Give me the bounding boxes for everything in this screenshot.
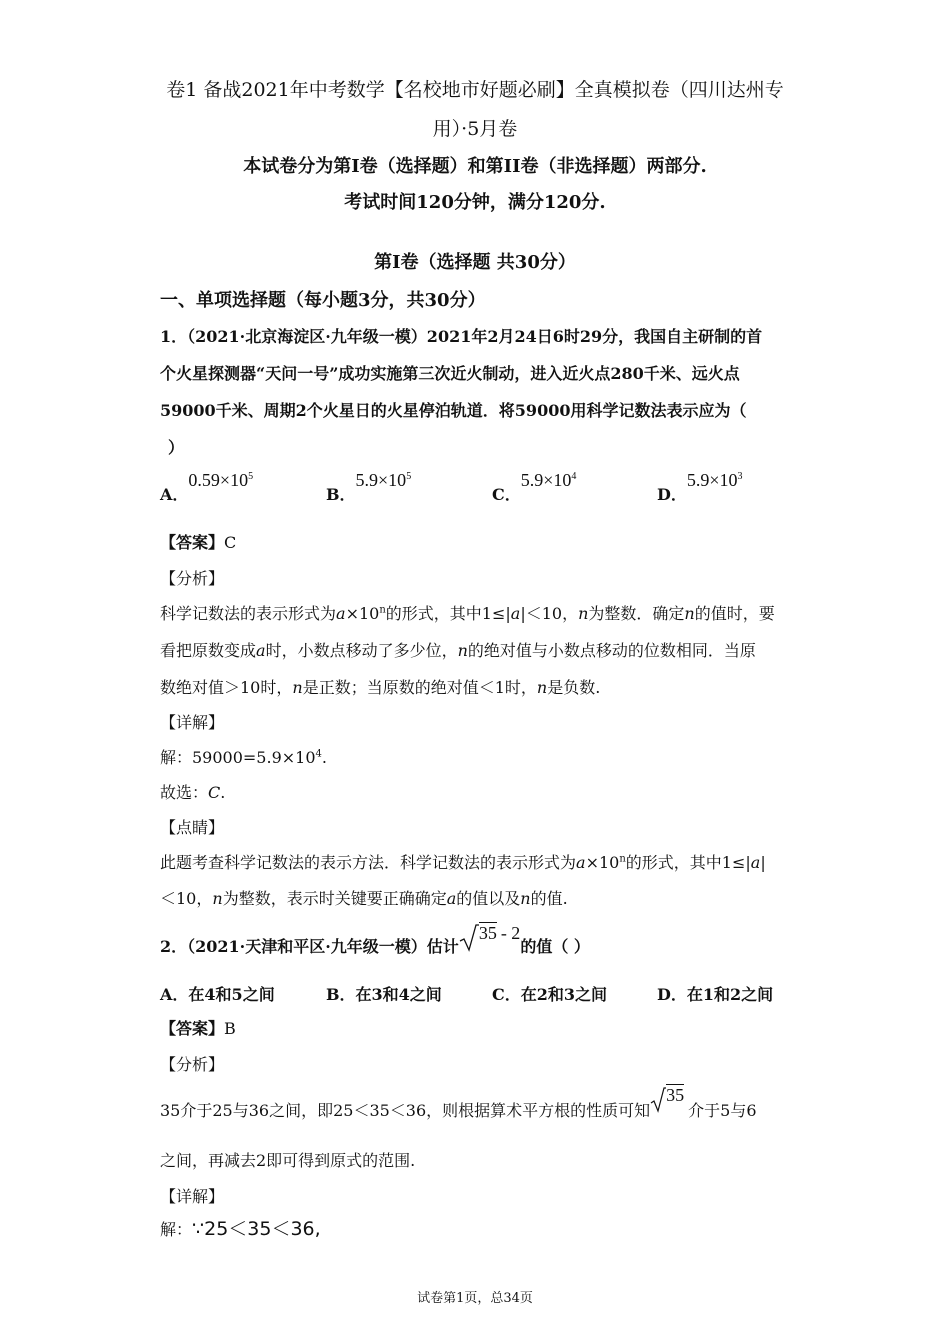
radical-sign-icon	[459, 924, 479, 952]
q1-analysis-line3: 数绝对值＞10时，n是正数；当原数的绝对值＜1时，n是负数.	[160, 678, 601, 697]
doc-title-line2: 用）·5月卷	[432, 118, 518, 140]
q1-stem-line3: 59000千米、周期2个火星日的火星停泊轨道．将59000用科学记数法表示应为（	[160, 401, 747, 420]
q1-comment-line2: ＜10，n为整数，表示时关键要正确确定a的值以及n的值.	[160, 889, 568, 908]
q2-stem: 2．（2021·天津和平区·九年级一模）估计35 - 2的值（ ）	[160, 923, 590, 956]
doc-title-line1: 卷1 备战2021年中考数学【名校地市好题必刷】全真模拟卷（四川达州专	[166, 79, 784, 101]
q2-option-b: B．在3和4之间	[326, 985, 442, 1004]
q1-analysis-tag: 【分析】	[160, 569, 225, 588]
radical-sign-icon	[650, 1087, 666, 1113]
q1-comment-line1: 此题考查科学记数法的表示方法．科学记数法的表示形式为$a\times 10^n$的形式，其中1≤|a|	[160, 853, 766, 872]
section-heading: 一、单项选择题（每小题3分，共30分）	[160, 290, 486, 311]
q1-option-c: C．$5.9\times 10^4$	[492, 470, 577, 504]
q2-detail-line1: 解：∵25＜35＜36,	[160, 1218, 321, 1240]
q2-option-a: A．在4和5之间	[160, 985, 275, 1004]
q1-answer: 【答案】C	[160, 533, 237, 552]
q2-analysis-tag: 【分析】	[160, 1055, 225, 1074]
q1-detail-line1: 解：$59000=5.9\times 10^4$.	[160, 748, 327, 767]
q1-stem-line4: ）	[168, 438, 185, 457]
sqrt-expression: 35	[459, 924, 497, 952]
page-footer: 试卷第1页，总34页	[417, 1291, 533, 1306]
q2-option-d: D．在1和2之间	[657, 985, 774, 1004]
q1-option-d: D．$5.9\times 10^3$	[657, 470, 743, 504]
q2-option-c: C．在2和3之间	[492, 985, 608, 1004]
q1-analysis-line1: 科学记数法的表示形式为$a\times 10^n$的形式，其中1≤|a|＜10，n为整数．确定n的值时，要	[160, 604, 775, 623]
q2-detail-tag: 【详解】	[160, 1187, 225, 1206]
q2-answer: 【答案】B	[160, 1019, 236, 1038]
sqrt-expression: 35	[650, 1087, 684, 1113]
intro-line2: 考试时间120分钟，满分120分.	[344, 192, 606, 213]
q2-analysis-line1: 35介于25与36之间，即25＜35＜36，则根据算术平方根的性质可知35介于5与6	[160, 1085, 757, 1120]
q1-analysis-line2: 看把原数变成a时，小数点移动了多少位，n的绝对值与小数点移动的位数相同．当原	[160, 641, 756, 660]
q1-option-b: B．$5.9\times 10^5$	[326, 470, 412, 504]
q1-detail-line2: 故选：C.	[160, 783, 226, 802]
q1-option-a: A．$0.59\times 10^5$	[160, 470, 254, 504]
intro-line1: 本试卷分为第I卷（选择题）和第II卷（非选择题）两部分.	[243, 156, 707, 177]
q1-comment-tag: 【点睛】	[160, 818, 225, 837]
q1-detail-tag: 【详解】	[160, 713, 225, 732]
q2-analysis-line2: 之间，再减去2即可得到原式的范围.	[160, 1151, 416, 1170]
q1-stem-line1: 1．（2021·北京海淀区·九年级一模）2021年2月24日6时29分，我国自主研制的首	[160, 327, 763, 346]
part1-heading: 第I卷（选择题 共30分）	[374, 252, 576, 273]
q1-stem-line2: 个火星探测器“天问一号”成功实施第三次近火制动，进入近火点280千米、远火点	[160, 364, 740, 383]
